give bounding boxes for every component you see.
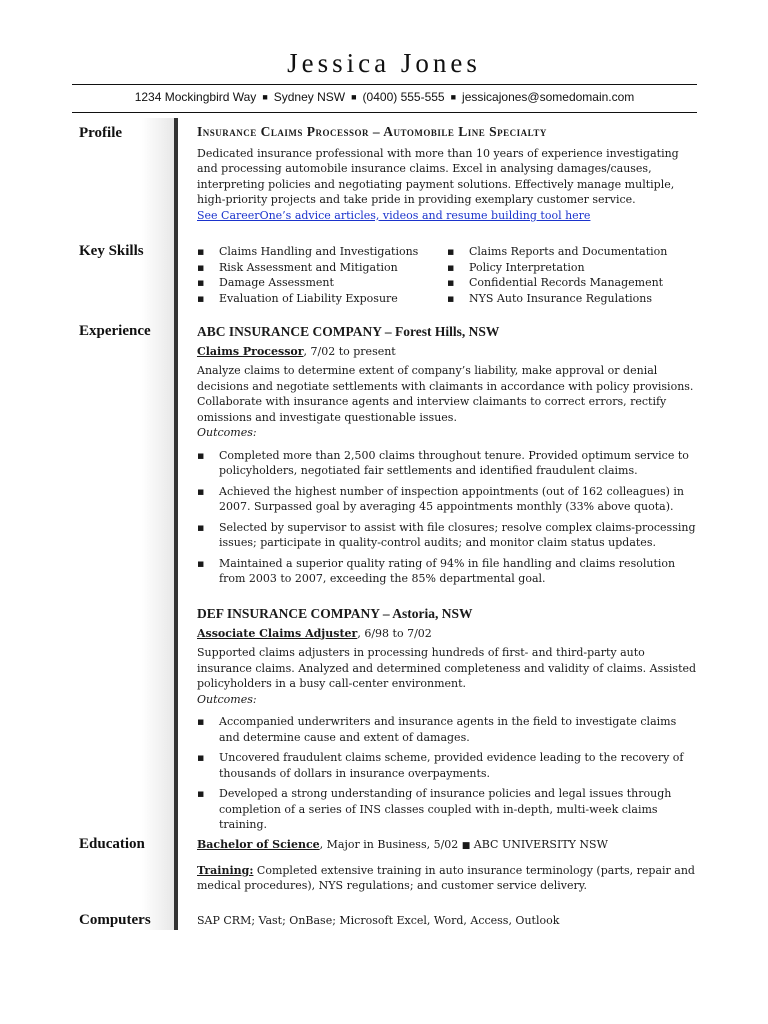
header-rule-top xyxy=(72,84,697,85)
profile-headline: Insurance Claims Processor – Automobile Line Specialty xyxy=(197,124,547,139)
section-label-education: Education xyxy=(79,836,145,852)
careerone-link[interactable]: See CareerOne’s advice articles, videos and resume building tool here xyxy=(197,208,591,222)
bullet-separator: ■ xyxy=(461,841,471,851)
header-rule-bottom xyxy=(72,112,697,113)
school: ABC UNIVERSITY NSW xyxy=(470,838,608,851)
skill-item: ▪ Claims Handling and Investigations xyxy=(197,244,447,260)
outcome-item: ▪ Uncovered fraudulent claims scheme, provided evidence leading to the recovery of thousands of dollars in insurance overpayments. xyxy=(197,750,697,781)
education-block xyxy=(197,837,697,894)
computers-block xyxy=(197,913,697,929)
section-sidebar xyxy=(72,118,174,930)
outcome-item: ▪ Achieved the highest number of inspection appointments (out of 162 colleagues) in 2007. Surpassed goal by averaging 45 appointments monthly (33% above quota). xyxy=(197,484,697,515)
outcome-item: ▪ Accompanied underwriters and insurance agents in the field to investigate claims and determine cause and extent of damages. xyxy=(197,714,697,745)
training-text: Completed extensive training in auto insurance terminology (parts, repair and medical procedures), NYS regulations; and customer service delivery. xyxy=(197,863,695,892)
phone: (0400) 555-555 xyxy=(362,90,445,104)
address: 1234 Mockingbird Way xyxy=(134,90,257,104)
skill-item: ▪ Damage Assessment xyxy=(197,275,447,291)
skills-list-right xyxy=(447,244,697,306)
job-title-line xyxy=(197,626,697,642)
outcome-item: ▪ Developed a strong understanding of insurance policies and legal issues through completion of a series of INS classes coupled with in-depth, multi-week claims training. xyxy=(197,786,697,833)
job-company: DEF INSURANCE COMPANY – Astoria, NSW xyxy=(197,606,473,621)
candidate-name: Jessica Jones xyxy=(287,48,481,78)
section-label-computers: Computers xyxy=(79,912,151,928)
outcome-item: ▪ Completed more than 2,500 claims throughout tenure. Provided optimum service to policyholders, negotiated fair settlements and identified fraudulent claims. xyxy=(197,448,697,479)
skill-item: ▪ NYS Auto Insurance Regulations xyxy=(447,291,697,307)
outcomes-label: Outcomes: xyxy=(197,426,257,439)
skill-item: ▪ Risk Assessment and Mitigation xyxy=(197,260,447,276)
degree: Bachelor of Science xyxy=(197,838,320,851)
job-abc xyxy=(197,324,697,592)
job-title-line xyxy=(197,344,697,360)
profile-summary: Dedicated insurance professional with more than 10 years of experience investigating and processing automobile insurance claims. Excel in analysing damages/causes, interpreting policies and negotiating payment solutions. Effectively manage multiple, high-priority projects and take pride in providing exemplary customer service. xyxy=(197,146,679,206)
outcome-item: ▪ Maintained a superior quality rating of 94% in file handling and claims resolution from 2003 to 2007, exceeding the 85% departmental goal. xyxy=(197,556,697,587)
training-label: Training: xyxy=(197,863,254,877)
contact-line xyxy=(72,90,697,104)
degree-details: , Major in Business, 5/02 xyxy=(319,838,462,851)
profile-block xyxy=(197,124,697,223)
city: Sydney NSW xyxy=(273,90,346,104)
outcomes-list xyxy=(197,714,697,833)
outcomes-list xyxy=(197,448,697,587)
skill-item: ▪ Evaluation of Liability Exposure xyxy=(197,291,447,307)
job-dates: , 7/02 to present xyxy=(303,344,396,358)
sidebar-divider xyxy=(174,118,178,930)
key-skills-block xyxy=(197,244,697,306)
bullet-separator: ■ xyxy=(262,92,268,102)
training-line xyxy=(197,863,697,894)
job-title: Associate Claims Adjuster xyxy=(197,626,358,640)
job-dates: , 6/98 to 7/02 xyxy=(357,626,432,640)
bullet-separator: ■ xyxy=(450,92,457,102)
outcome-item: ▪ Selected by supervisor to assist with file closures; resolve complex claims-processing issues; participate in quality-control audits; and monitor claim status updates. xyxy=(197,520,697,551)
outcomes-label: Outcomes: xyxy=(197,692,257,706)
degree-line xyxy=(197,837,697,855)
job-company: ABC INSURANCE COMPANY – Forest Hills, NSW xyxy=(197,324,500,339)
skill-item: ▪ Claims Reports and Documentation xyxy=(447,244,697,260)
job-def xyxy=(197,606,697,838)
email: jessicajones@somedomain.com xyxy=(462,90,635,104)
section-label-experience: Experience xyxy=(79,323,151,339)
section-label-key-skills: Key Skills xyxy=(79,243,144,259)
computers-list: SAP CRM; Vast; OnBase; Microsoft Excel, Word, Access, Outlook xyxy=(197,914,560,927)
job-description: Supported claims adjusters in processing hundreds of first- and third-party auto insurance claims. Analyzed and determined completeness and validity of claims. Assisted policyholders in a busy call-center environment. xyxy=(197,646,697,690)
section-label-profile: Profile xyxy=(79,125,123,141)
skills-list-left xyxy=(197,244,447,306)
skill-item: ▪ Confidential Records Management xyxy=(447,275,697,291)
skill-item: ▪ Policy Interpretation xyxy=(447,260,697,276)
job-description: Analyze claims to determine extent of company’s liability, make approval or denial decisions and negotiate settlements with claimants in accordance with policy provisions. Collaborate with insurance agents and interview claimants to correct errors, rectify omissions and investigate questionable issues. xyxy=(197,364,694,424)
bullet-separator: ■ xyxy=(351,92,357,102)
job-title: Claims Processor xyxy=(197,344,304,358)
